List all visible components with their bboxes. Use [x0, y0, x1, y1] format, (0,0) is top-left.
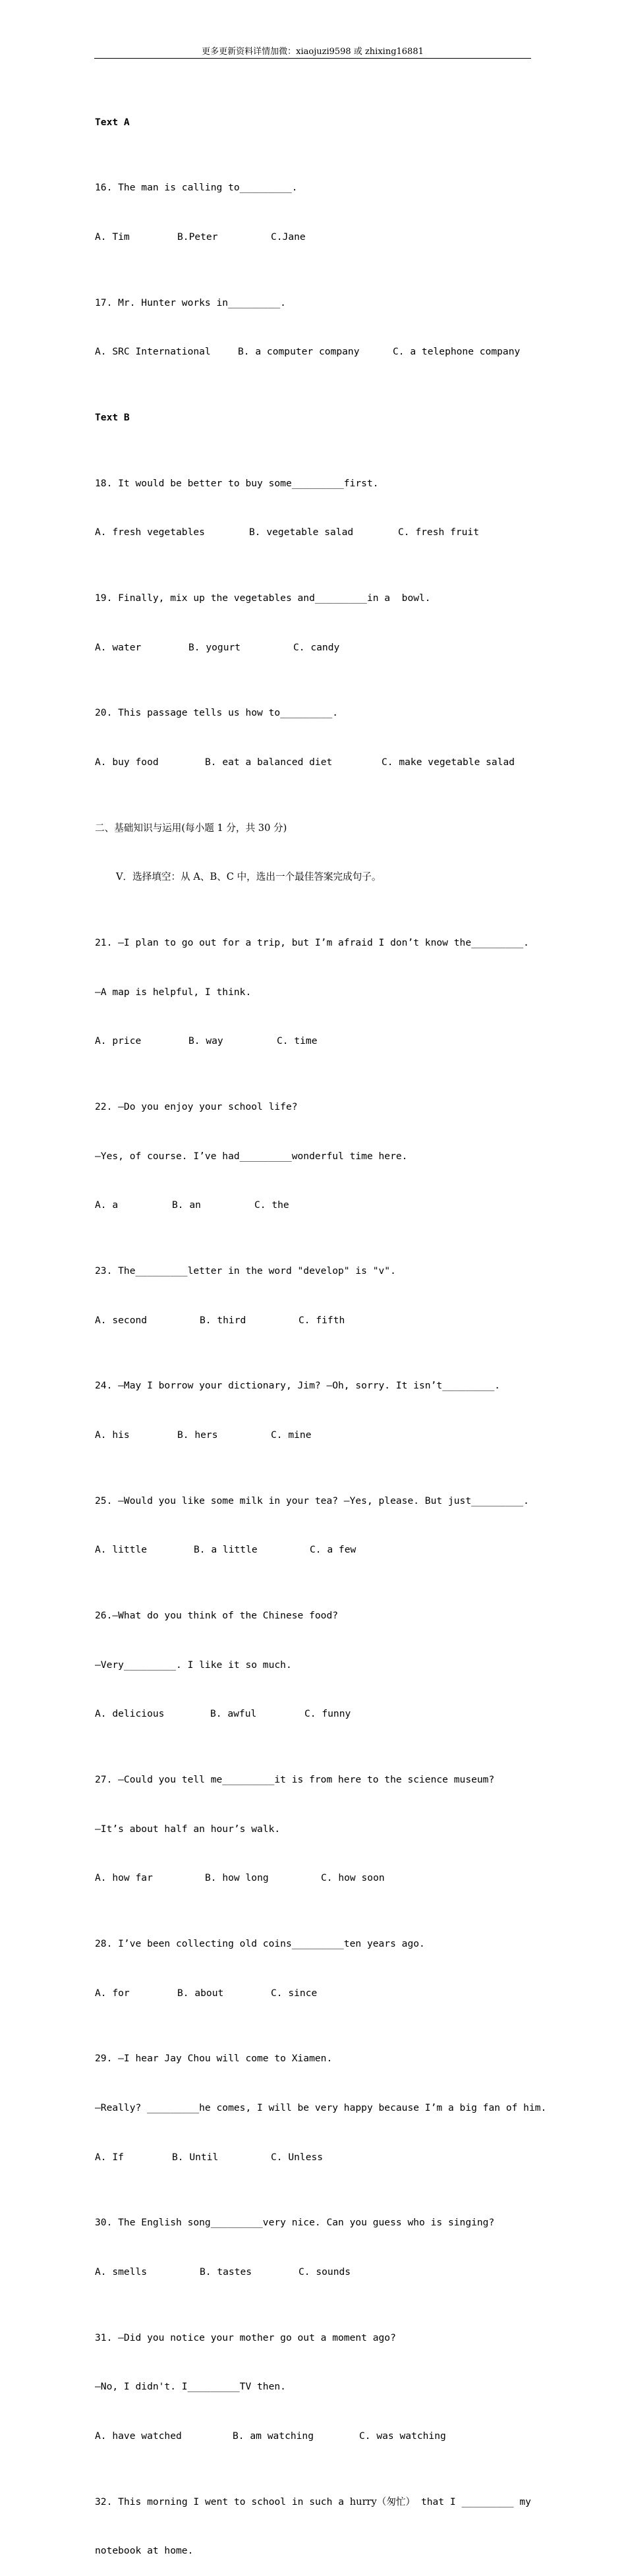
q17-option-b: B. a computer company — [238, 346, 360, 358]
q32-word: a — [338, 2496, 344, 2507]
q17-stem: 17. Mr. Hunter works in_________. — [95, 297, 286, 308]
q23-option-c: C. fifth — [299, 1314, 345, 1326]
q29-option-c: C. Unless — [271, 2151, 324, 2163]
q26-options — [95, 1706, 531, 1723]
q32-word: morning — [147, 2496, 188, 2507]
q20-stem: 20. This passage tells us how to_________. — [95, 707, 339, 719]
part-5-instructions: V．选择填空：从 A、B、C 中，选出一个最佳答案完成句子。 — [116, 871, 382, 883]
q32-word: 32. — [95, 2496, 113, 2507]
q16-option-b: B.Peter — [177, 231, 218, 243]
q29-option-b: B. Until — [172, 2151, 219, 2163]
q17-option-c: C. a telephone company — [393, 346, 521, 358]
exam-content — [95, 82, 547, 2576]
q23-option-b: B. third — [200, 1314, 246, 1326]
q19-options — [95, 640, 531, 656]
q21-stem: 21. —I plan to go out for a trip, but I’m afraid I don’t know the_________. — [95, 936, 529, 948]
q32-word: hurry（匆忙） — [349, 2496, 416, 2507]
q28-stem: 28. I’ve been collecting old coins_________ten years ago. — [95, 1937, 425, 1949]
q27-stem-2: —It’s about half an hour’s walk. — [95, 1823, 281, 1835]
page-header: 更多更新资料详情加微：xiaojuzi9598 或 zhixing16881 — [202, 47, 424, 57]
q24-option-b: B. hers — [177, 1429, 218, 1441]
q26-option-a: A. delicious — [95, 1708, 165, 1720]
q22-option-c: C. the — [254, 1199, 289, 1211]
q22-options — [95, 1197, 531, 1214]
q30-option-a: A. smells — [95, 2266, 148, 2277]
q27-options — [95, 1870, 531, 1887]
q32-stem-2: notebook at home. — [95, 2545, 194, 2557]
q19-option-c: C. candy — [293, 641, 340, 653]
q16-option-a: A. Tim — [95, 231, 130, 243]
q25-stem: 25. —Would you like some milk in your tea? —Yes, please. But just_________. — [95, 1495, 529, 1506]
q19-option-a: A. water — [95, 641, 142, 653]
q22-option-b: B. an — [172, 1199, 201, 1211]
q27-option-c: C. how soon — [321, 1872, 385, 1884]
q28-option-a: A. for — [95, 1987, 130, 1999]
q29-options — [95, 2150, 531, 2166]
q24-option-c: C. mine — [271, 1429, 312, 1441]
q28-option-c: C. since — [271, 1987, 318, 1999]
q28-option-b: B. about — [177, 1987, 224, 1999]
q32-word: went — [205, 2496, 229, 2507]
q25-option-b: B. a little — [194, 1544, 258, 1556]
q18-option-b: B. vegetable salad — [249, 527, 354, 538]
q20-option-a: A. buy food — [95, 756, 159, 768]
q29-stem: 29. —I hear Jay Chou will come to Xiamen. — [95, 2053, 333, 2065]
q20-option-c: C. make vegetable salad — [382, 756, 515, 768]
q22-stem: 22. —Do you enjoy your school life? — [95, 1101, 298, 1112]
section-2-title: 二、基础知识与运用(每小题 1 分，共 30 分) — [95, 822, 287, 834]
q32-word: This — [118, 2496, 142, 2507]
q32-word: I — [193, 2496, 200, 2507]
q26-stem-2: —Very_________. I like it so much. — [95, 1659, 292, 1671]
q31-option-b: B. am watching — [233, 2430, 314, 2442]
q26-option-b: B. awful — [210, 1708, 257, 1720]
q21-option-a: A. price — [95, 1035, 142, 1047]
q23-option-a: A. second — [95, 1314, 148, 1326]
q23-options — [95, 1313, 531, 1329]
q17-options — [95, 344, 531, 360]
q16-stem: 16. The man is calling to_________. — [95, 182, 298, 194]
q27-option-a: A. how far — [95, 1872, 153, 1884]
q31-stem-2: —No, I didn't. I_________TV then. — [95, 2381, 286, 2393]
q26-stem: 26.—What do you think of the Chinese food? — [95, 1609, 339, 1621]
q21-option-b: B. way — [188, 1035, 223, 1047]
q30-option-c: C. sounds — [299, 2266, 351, 2277]
q18-option-a: A. fresh vegetables — [95, 527, 205, 538]
q18-option-c: C. fresh fruit — [398, 527, 480, 538]
q24-option-a: A. his — [95, 1429, 130, 1441]
q22-option-a: A. a — [95, 1199, 119, 1211]
q32-word: school — [251, 2496, 287, 2507]
q31-stem: 31. —Did you notice your mother go out a moment ago? — [95, 2332, 396, 2343]
q26-option-c: C. funny — [304, 1708, 351, 1720]
q20-option-b: B. eat a balanced diet — [205, 756, 333, 768]
q32-word: such — [309, 2496, 333, 2507]
q27-stem: 27. —Could you tell me_________it is from here to the science museum? — [95, 1773, 495, 1785]
q16-options — [95, 229, 531, 246]
q18-options — [95, 525, 531, 541]
q32-stem — [95, 2494, 531, 2511]
q20-options — [95, 755, 531, 771]
q19-stem: 19. Finally, mix up the vegetables and_________in a bowl. — [95, 592, 431, 604]
q32-word: to — [233, 2496, 246, 2507]
q24-stem: 24. —May I borrow your dictionary, Jim? —Oh, sorry. It isn’t_________. — [95, 1380, 501, 1392]
q32-word: in — [291, 2496, 304, 2507]
q31-options — [95, 2428, 531, 2445]
q32-blank: _________ — [461, 2496, 514, 2507]
q31-option-c: C. was watching — [359, 2430, 446, 2442]
q30-options — [95, 2264, 531, 2281]
q32-word: my — [519, 2496, 531, 2507]
q27-option-b: B. how long — [205, 1872, 269, 1884]
q24-options — [95, 1427, 531, 1444]
q32-word: that — [420, 2496, 445, 2507]
q30-option-b: B. tastes — [200, 2266, 252, 2277]
q25-options — [95, 1542, 531, 1559]
q25-option-a: A. little — [95, 1544, 148, 1556]
q29-stem-2: —Really? _________he comes, I will be very happy because I’m a big fan of him. — [95, 2102, 547, 2113]
q31-option-a: A. have watched — [95, 2430, 182, 2442]
q16-option-c: C.Jane — [271, 231, 306, 243]
q21-stem-2: —A map is helpful, I think. — [95, 986, 252, 998]
q23-stem: 23. The_________letter in the word "develop" is "v". — [95, 1265, 396, 1276]
q25-option-c: C. a few — [310, 1544, 356, 1556]
section-text-b: Text B — [95, 412, 130, 424]
q21-options — [95, 1033, 531, 1050]
header-rule — [94, 58, 531, 59]
q30-stem: 30. The English song_________very nice. Can you guess who is singing? — [95, 2217, 495, 2229]
q17-option-a: A. SRC International — [95, 346, 211, 358]
section-text-a: Text A — [95, 116, 130, 128]
q19-option-b: B. yogurt — [188, 641, 241, 653]
q21-option-c: C. time — [277, 1035, 318, 1047]
q18-stem: 18. It would be better to buy some_________first. — [95, 477, 379, 489]
q28-options — [95, 1986, 531, 2002]
q32-word: I — [449, 2496, 456, 2507]
q29-option-a: A. If — [95, 2151, 124, 2163]
q22-stem-2: —Yes, of course. I’ve had_________wonderful time here. — [95, 1150, 408, 1162]
